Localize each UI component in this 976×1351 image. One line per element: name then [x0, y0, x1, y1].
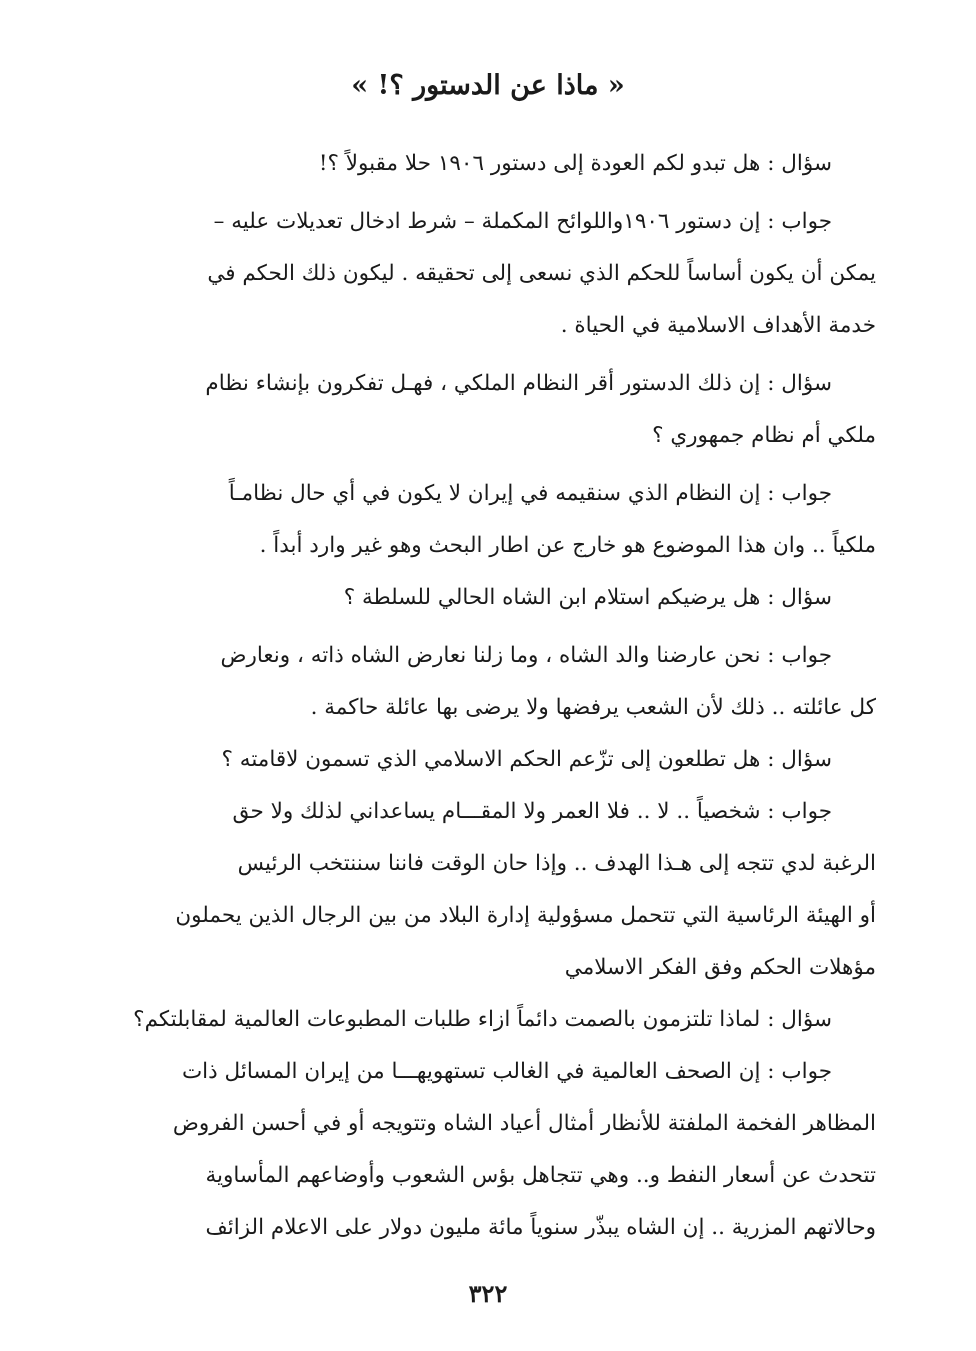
- line-1: سؤال : هل تبدو لكم العودة إلى دستور ١٩٠٦ حلا مقبولاً ؟!: [318, 151, 832, 176]
- page-number: ٣٢٢: [468, 1279, 508, 1308]
- line-13: جواب : شخصياً .. لا .. فلا العمر ولا المقـــام يساعداني لذلك ولا حق: [232, 799, 832, 824]
- line-15: أو الهيئة الرئاسية التي تتحمل مسؤولية إدارة البلاد من بين الرجال الذين يحملون: [175, 903, 876, 928]
- line-3: يمكن أن يكون أساساً للحكم الذي نسعى إلى تحقيقه . ليكون ذلك الحكم في: [207, 261, 876, 286]
- line-5: سؤال : إن ذلك الدستور أقر النظام الملكي ، فهـل تفكرون بإنشاء نظام: [205, 371, 832, 396]
- line-17: سؤال : لماذا تلتزمون بالصمت دائماً ازاء طلبات المطبوعات العالمية لمقابلتكم؟: [133, 1007, 832, 1032]
- line-21: وحالاتهم المزرية .. إن الشاه يبذّر سنوياً مائة مليون دولار على الاعلام الزائف: [205, 1215, 876, 1240]
- line-18: جواب : إن الصحف العالمية في الغالب تستهويهـــا من إيران المسائل ذات: [181, 1059, 832, 1084]
- line-7: جواب : إن النظام الذي سنقيمه في إيران لا يكون في أي حال نظامـاً: [228, 481, 832, 506]
- page-title: « ماذا عن الدستور ؟! »: [351, 70, 625, 101]
- line-10: جواب : نحن عارضنا والد الشاه ، وما زلنا نعارض الشاه ذاته ، ونعارض: [220, 643, 832, 668]
- line-19: المظاهر الفخمة الملفتة للأنظار أمثال أعياد الشاه وتتويجه أو في أحسن الفروض: [172, 1111, 876, 1136]
- interview-text: [98, 138, 876, 1254]
- line-12: سؤال : هل تطلعون إلى تزّعم الحكم الاسلامي الذي تسمون لاقامته ؟: [221, 747, 832, 772]
- line-6: ملكي أم نظام جمهوري ؟: [652, 423, 876, 448]
- line-16: مؤهلات الحكم وفق الفكر الاسلامي: [564, 955, 876, 980]
- line-20: تتحدث عن أسعار النفط و.. وهي تتجاهل بؤس الشعوب وأوضاعهم المأساوية: [205, 1163, 876, 1188]
- line-4: خدمة الأهداف الاسلامية في الحياة .: [560, 313, 876, 338]
- line-2: جواب : إن دستور ١٩٠٦واللوائح المكملة – شرط ادخال تعديلات عليه –: [213, 209, 832, 234]
- line-8: ملكياً .. وان هذا الموضوع هو خارج عن اطار البحث وهو غير وارد أبداً .: [259, 533, 876, 558]
- line-11: كل عائلته .. ذلك لأن الشعب يرفضها ولا يرضى بها عائلة حاكمة .: [310, 695, 876, 720]
- line-9: سؤال : هل يرضيكم استلام ابن الشاه الحالي للسلطة ؟: [343, 585, 832, 610]
- line-14: الرغبة لدي تتجه إلى هـذا الهدف .. وإذا حان الوقت فاننا سننتخب الرئيس: [237, 851, 876, 876]
